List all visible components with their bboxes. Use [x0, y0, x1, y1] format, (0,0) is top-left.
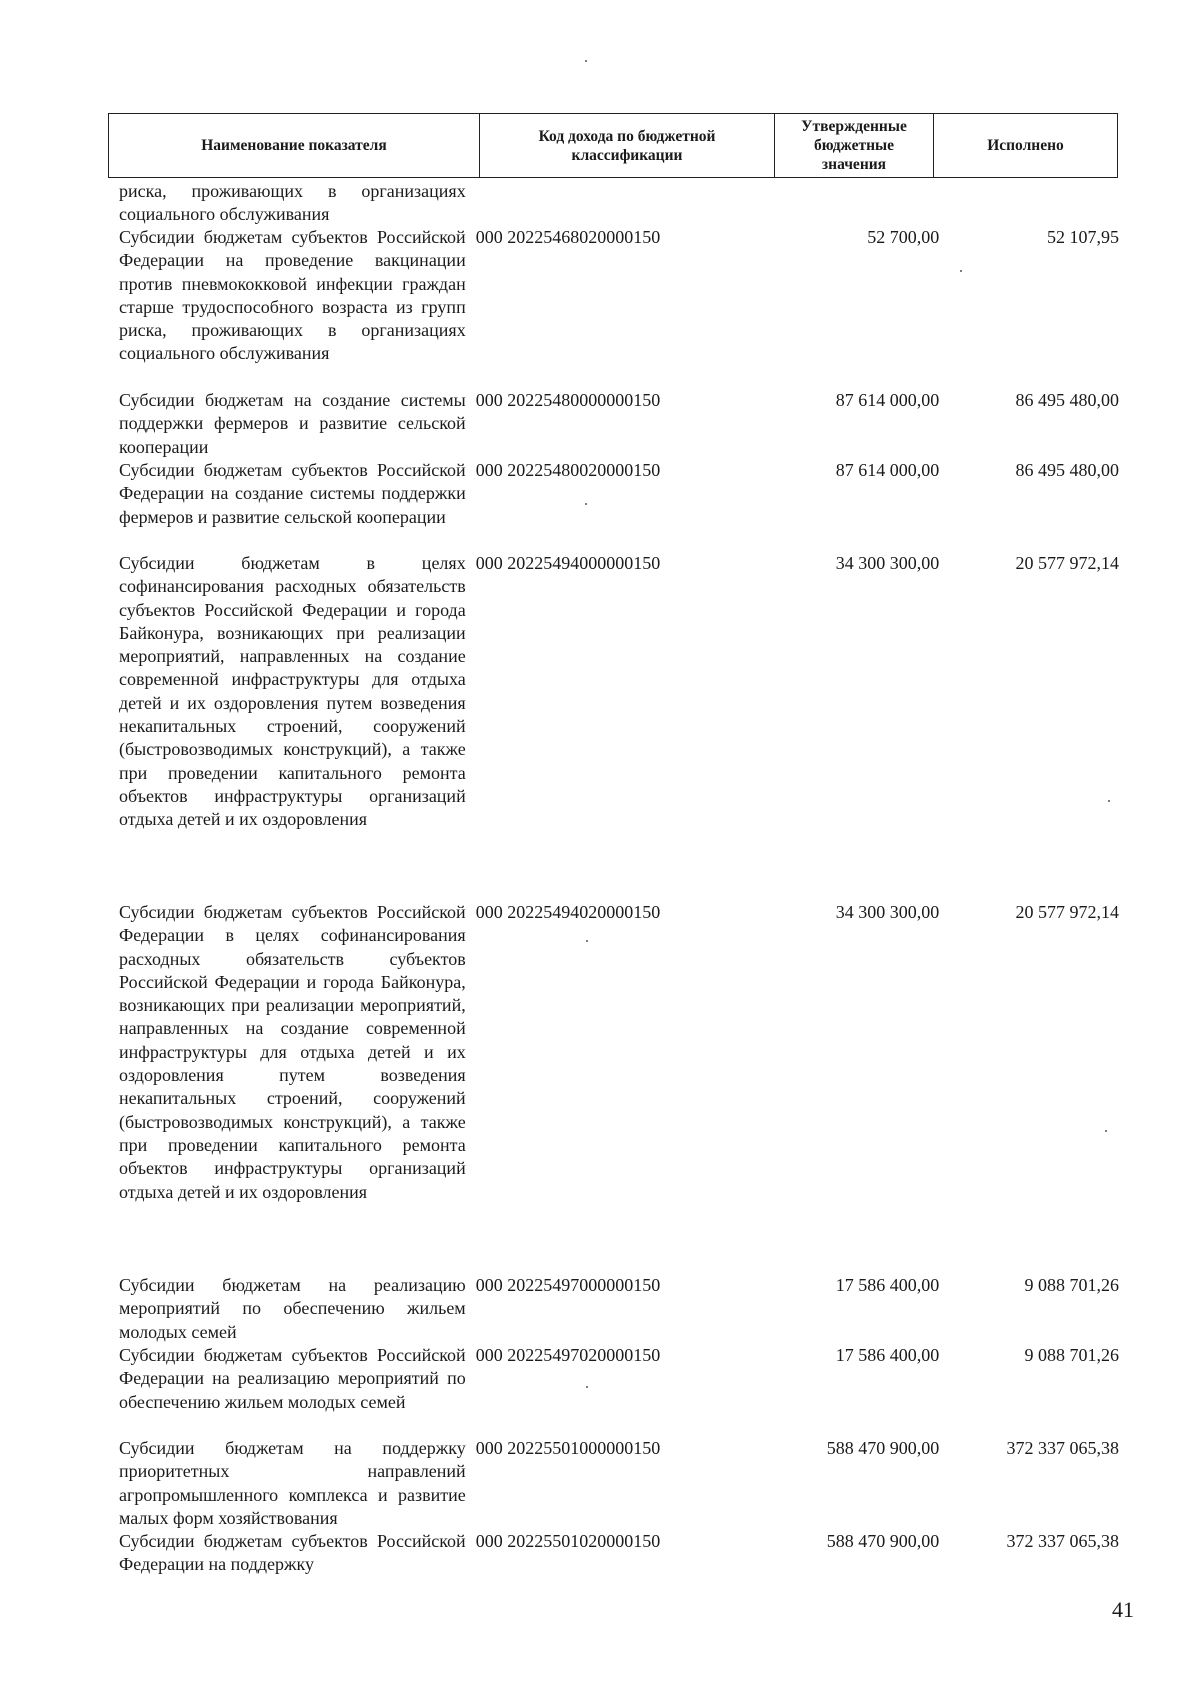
scan-speck — [586, 940, 588, 942]
table-row — [119, 901, 1119, 1274]
row-code: 000 20225468020000150 — [475, 227, 661, 247]
row-name: Субсидии бюджетам субъектов Российской Федерации в целях софинансирования расходных обязательств субъектов Российской Федерации и города Байконура, возникающих при реализации мероприятий, направленных на создание современной инфраструктуры для отдыха детей и их оздоровления путем возведения некапитальных строений, сооружений (быстровозводимых конструкций), а также при проведении капитального ремонта объектов инфраструктуры организаций отдыха детей и их оздоровления — [119, 902, 466, 1202]
row-code: 000 20225501000000150 — [475, 1438, 661, 1458]
table-row — [119, 1274, 1119, 1344]
row-approved: 34 300 300,00 — [835, 553, 940, 573]
header-code: Код дохода по бюджетной классификации — [480, 114, 775, 177]
scan-speck — [960, 270, 962, 272]
row-name: Субсидии бюджетам на создание системы поддержки фермеров и развитие сельской кооперации — [119, 390, 466, 457]
row-name: Субсидии бюджетам на поддержку приоритетных направлений агропромышленного комплекса и развитие малых форм хозяйствования — [119, 1438, 466, 1528]
scan-speck — [1108, 800, 1110, 802]
table-row — [119, 389, 1119, 459]
scan-speck — [585, 503, 587, 505]
row-code: 000 20225494020000150 — [475, 902, 661, 922]
row-name: Субсидии бюджетам субъектов Российской Федерации на создание системы поддержки фермеров и развитие сельской кооперации — [119, 460, 466, 527]
row-code: 000 20225494000000150 — [475, 553, 661, 573]
row-executed: 9 088 701,26 — [1024, 1275, 1120, 1295]
row-code: 000 20225480020000150 — [475, 460, 661, 480]
table-header — [108, 113, 1118, 178]
header-name: Наименование показателя — [109, 114, 480, 177]
scan-speck — [585, 60, 587, 62]
table-row — [119, 226, 1119, 389]
row-executed: 86 495 480,00 — [1015, 460, 1120, 480]
row-code: 000 20225501020000150 — [475, 1531, 661, 1551]
row-executed: 9 088 701,26 — [1024, 1345, 1120, 1365]
row-name: Субсидии бюджетам субъектов Российской Федерации на поддержку — [119, 1531, 466, 1575]
page-number: 41 — [1112, 1597, 1134, 1622]
row-approved: 87 614 000,00 — [835, 390, 940, 410]
row-executed: 372 337 065,38 — [1006, 1438, 1120, 1458]
row-approved: 588 470 900,00 — [826, 1438, 940, 1458]
row-name: Субсидии бюджетам субъектов Российской Федерации на проведение вакцинации против пневмококковой инфекции граждан старше трудоспособного возраста из групп риска, проживающих в организациях социального обслуживания — [119, 227, 466, 364]
table-row — [119, 459, 1119, 552]
row-approved: 87 614 000,00 — [835, 460, 940, 480]
header-executed: Исполнено — [987, 137, 1064, 154]
row-name: Субсидии бюджетам на реализацию мероприятий по обеспечению жильем молодых семей — [119, 1275, 466, 1342]
table-row — [119, 1344, 1119, 1437]
table-body — [119, 180, 1119, 1580]
row-approved: 17 586 400,00 — [835, 1275, 940, 1295]
row-approved: 17 586 400,00 — [835, 1345, 940, 1365]
row-executed: 372 337 065,38 — [1006, 1531, 1120, 1551]
row-executed: 20 577 972,14 — [1015, 902, 1120, 922]
row-name: Субсидии бюджетам в целях софинансирования расходных обязательств субъектов Российской Федерации и города Байконура, возникающих при реализации мероприятий, направленных на создание современной инфраструктуры для отдыха детей и их оздоровления путем возведения некапитальных строений, сооружений (быстровозводимых конструкций), а также при проведении капитального ремонта объектов инфраструктуры организаций отдыха детей и их оздоровления — [119, 553, 466, 830]
table-row — [119, 1530, 1119, 1580]
table-row — [119, 552, 1119, 901]
row-approved: 588 470 900,00 — [826, 1531, 940, 1551]
row-executed: 52 107,95 — [1047, 227, 1120, 247]
scan-speck — [586, 1386, 588, 1388]
table-row — [119, 180, 1119, 226]
row-code: 000 20225497020000150 — [475, 1345, 661, 1365]
row-executed: 20 577 972,14 — [1015, 553, 1120, 573]
row-approved: 34 300 300,00 — [835, 902, 940, 922]
row-name: Субсидии бюджетам субъектов Российской Федерации на реализацию мероприятий по обеспечению жильем молодых семей — [119, 1345, 466, 1412]
row-code: 000 20225497000000150 — [475, 1275, 661, 1295]
row-approved: 52 700,00 — [867, 227, 940, 247]
row-code: 000 20225480000000150 — [475, 390, 661, 410]
table-row — [119, 1437, 1119, 1530]
scan-speck — [1105, 1130, 1107, 1132]
header-approved: Утвержденные бюджетные значения — [775, 114, 934, 177]
row-name: риска, проживающих в организациях социального обслуживания — [119, 181, 466, 225]
row-executed: 86 495 480,00 — [1015, 390, 1120, 410]
